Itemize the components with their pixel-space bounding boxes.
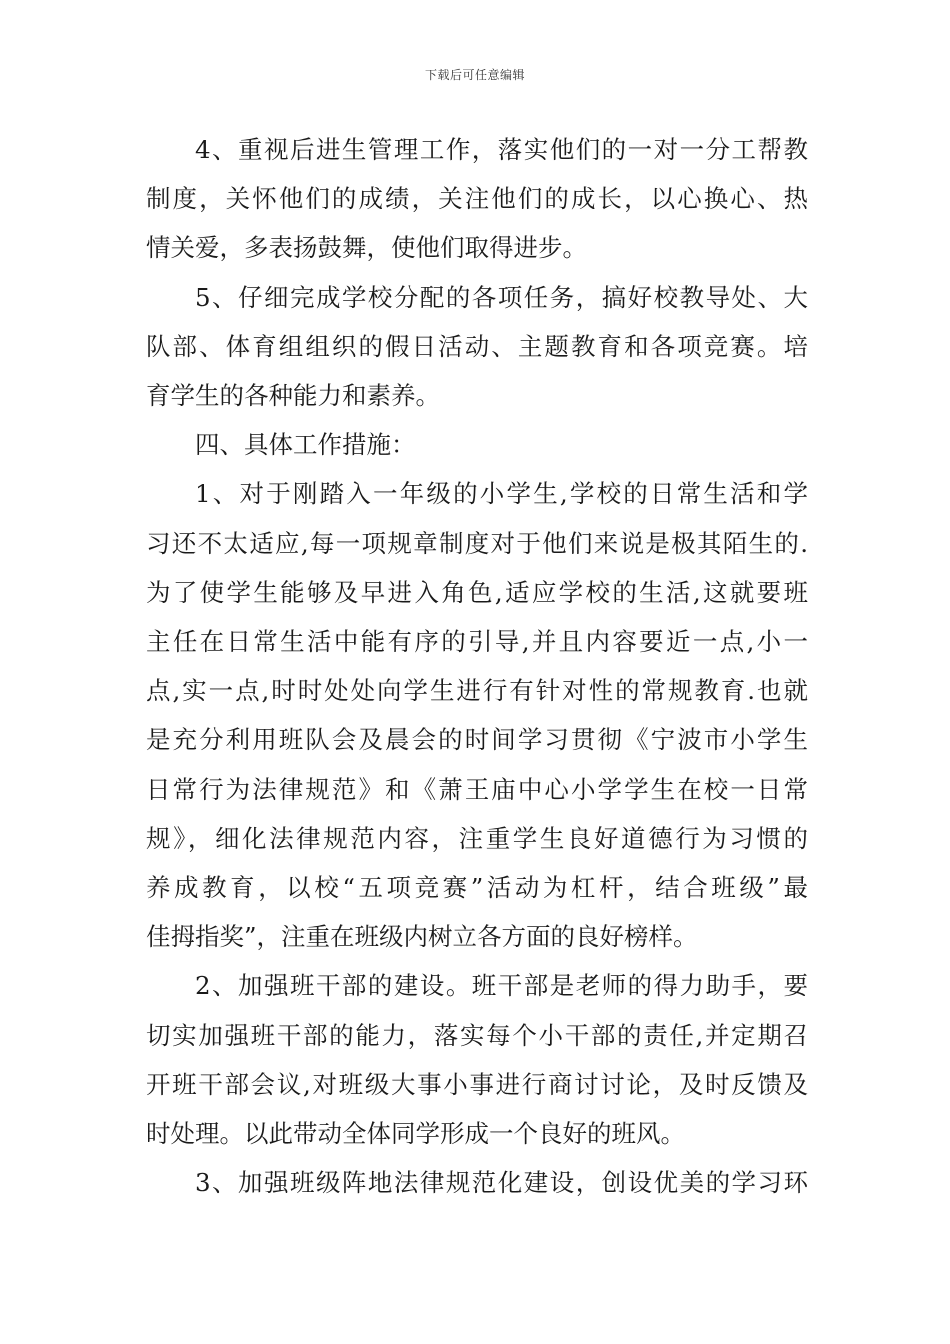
text-line: 规》，细化法律规范内容，注重学生良好道德行为习惯的 (146, 823, 808, 853)
page-header: 下载后可任意编辑 (424, 68, 525, 82)
text-line: 4、重视后进生管理工作，落实他们的一对一分工帮教 (195, 135, 808, 164)
text-line: 育学生的各种能力和素养。 (146, 381, 440, 411)
text-line: 切实加强班干部的能力，落实每个小干部的责任,并定期召 (146, 1020, 808, 1050)
text-line: 3、加强班级阵地法律规范化建设，创设优美的学习环 (195, 1168, 808, 1198)
text-line: 情关爱，多表扬鼓舞，使他们取得进步。 (146, 233, 587, 263)
text-line: 1、对于刚踏入一年级的小学生,学校的日常生活和学 (195, 479, 808, 509)
text-line: 时处理。以此带动全体同学形成一个良好的班风。 (146, 1119, 685, 1149)
text-line: 是充分利用班队会及晨会的时间学习贯彻《宁波市小学生 (146, 725, 808, 755)
text-line: 为了使学生能够及早进入角色,适应学校的生活,这就要班 (146, 577, 808, 607)
text-line: 养成教育，以校“五项竞赛”活动为杠杆，结合班级”最 (146, 873, 808, 903)
text-line: 制度，关怀他们的成绩，关注他们的成长，以心换心、热 (146, 184, 808, 214)
document-body (146, 125, 808, 1207)
text-line: 队部、体育组组织的假日活动、主题教育和各项竞赛。培 (146, 331, 808, 361)
text-line: 2、加强班干部的建设。班干部是老师的得力助手，要 (195, 971, 808, 1001)
text-line: 5、仔细完成学校分配的各项任务，搞好校教导处、大 (195, 282, 808, 312)
text-line: 开班干部会议,对班级大事小事进行商讨讨论，及时反馈及 (146, 1069, 808, 1099)
text-line: 习还不太适应,每一项规章制度对于他们来说是极其陌生的. (146, 528, 808, 558)
text-line: 主任在日常生活中能有序的引导,并且内容要近一点,小一 (146, 627, 808, 657)
text-line: 四、具体工作措施： (195, 430, 416, 460)
text-line: 点,实一点,时时处处向学生进行有针对性的常规教育.也就 (146, 676, 808, 706)
text-line: 日常行为法律规范》和《萧王庙中心小学学生在校一日常 (146, 774, 808, 804)
text-line: 佳拇指奖”，注重在班级内树立各方面的良好榜样。 (146, 922, 698, 952)
